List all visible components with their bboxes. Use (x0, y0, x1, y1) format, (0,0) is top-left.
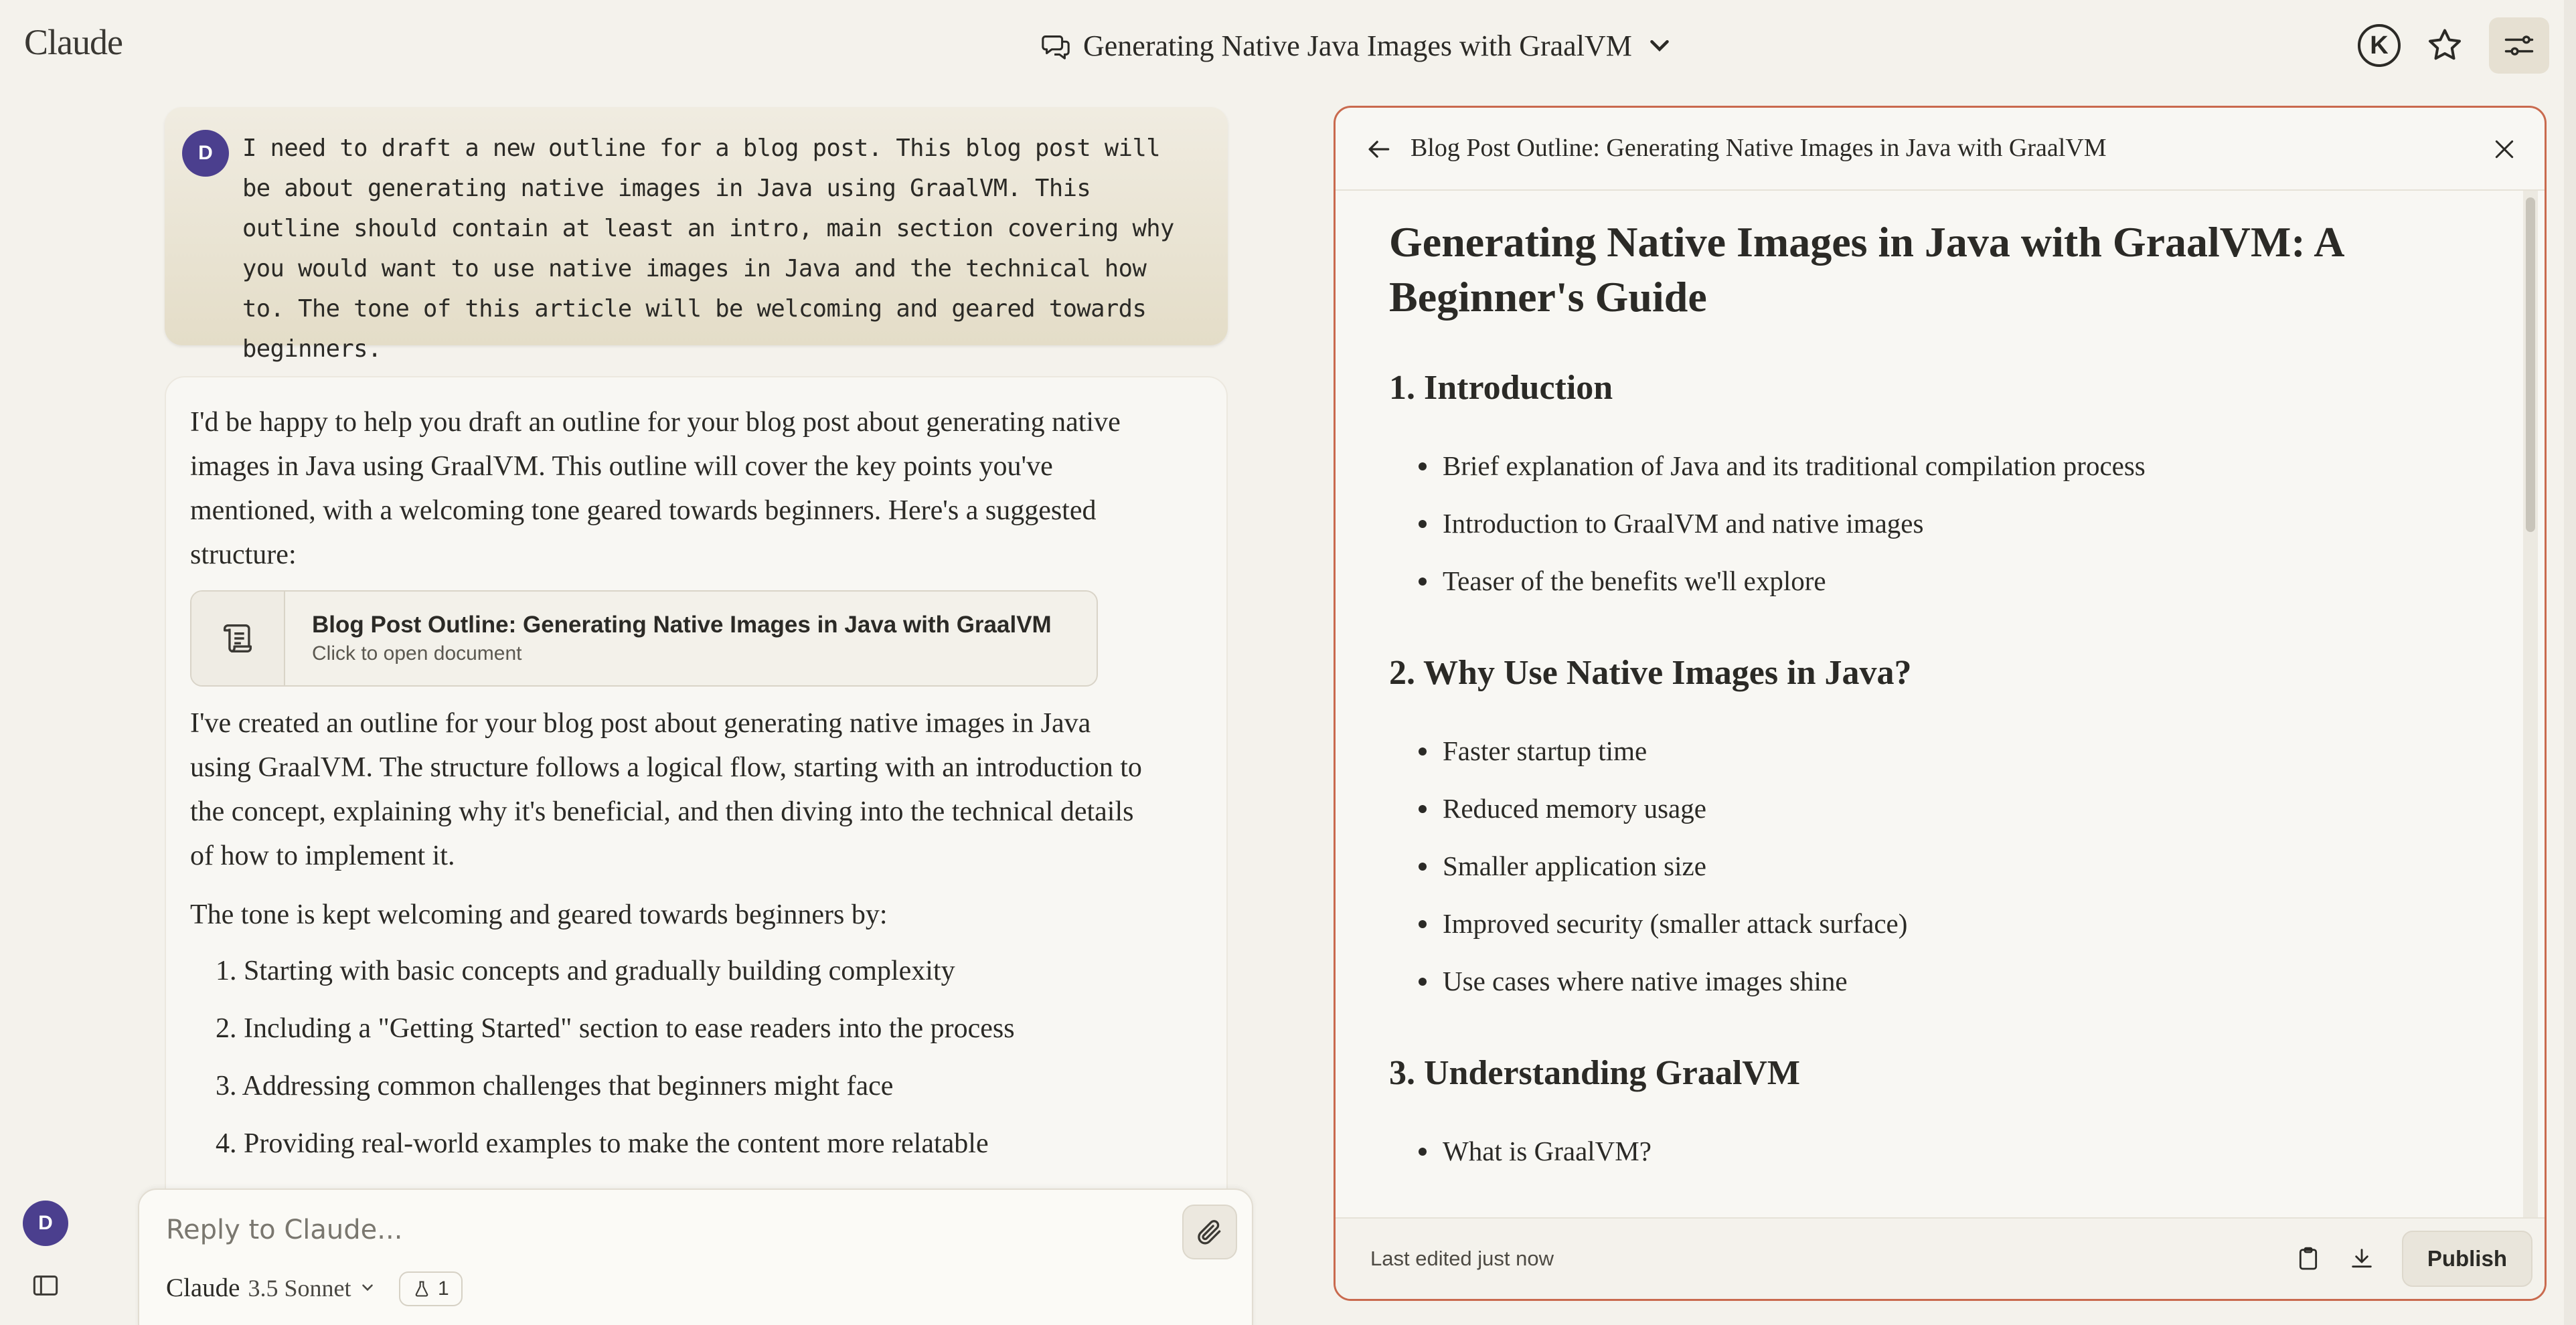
download-icon[interactable] (2348, 1245, 2375, 1272)
assistant-intro-text: I'd be happy to help you draft an outline for your blog post about generating native images in Java using GraalVM. This outline will cover the key points you've mentioned, with a welcoming tone geared towards beginners. Here's a suggested structure: (190, 407, 1121, 570)
tone-points-list (190, 942, 1202, 1172)
arrow-left-icon[interactable] (1364, 135, 1393, 164)
paperclip-icon (1195, 1217, 1224, 1247)
artifact-title: Blog Post Outline: Generating Native Images in Java with GraalVM (1411, 134, 2107, 162)
doc-card-subtitle: Click to open document (312, 642, 522, 665)
clipboard-icon[interactable] (2295, 1245, 2322, 1272)
reply-input[interactable] (166, 1210, 1103, 1250)
section-bullets (1389, 1122, 2471, 1180)
artifact-header (1336, 108, 2545, 191)
user-avatar: D (182, 130, 229, 177)
model-version: 3.5 Sonnet (248, 1275, 351, 1302)
list-item: Faster startup time (1389, 722, 2471, 780)
section-heading: 1. Introduction (1389, 369, 1613, 407)
sidebar-toggle-icon[interactable] (32, 1274, 59, 1297)
project-count: 1 (438, 1277, 449, 1300)
scroll-document-icon (218, 619, 257, 658)
assistant-tone-intro: The tone is kept welcoming and geared towards beginners by: (190, 899, 888, 930)
list-item: 4. Providing real-world examples to make the content more relatable (216, 1128, 989, 1159)
assistant-summary-text: I've created an outline for your blog post about generating native images in Java using GraalVM. The structure follows a logical flow, starting with an introduction to the concept, explaining why it's beneficial, and then diving into the technical details of how to implement it. (190, 708, 1142, 871)
list-item: Teaser of the benefits we'll explore (1389, 552, 2471, 610)
attach-button[interactable] (1182, 1205, 1237, 1259)
section-heading: 2. Why Use Native Images in Java? (1389, 654, 1912, 692)
model-name: Claude (166, 1273, 240, 1302)
last-edited-status: Last edited just now (1370, 1247, 1554, 1270)
list-item: Smaller application size (1389, 837, 2471, 895)
list-item: Reduced memory usage (1389, 780, 2471, 837)
list-item: 2. Including a "Getting Started" section to ease readers into the process (216, 1013, 1015, 1044)
sidebar-user-avatar[interactable]: D (23, 1201, 68, 1246)
artifact-content (1336, 191, 2524, 1221)
list-item: What is GraalVM? (1389, 1122, 2471, 1180)
profile-initial: K (2370, 31, 2389, 60)
list-item: 1. Starting with basic concepts and gradually building complexity (216, 956, 955, 986)
chat-title-dropdown[interactable] (1040, 24, 1675, 67)
user-message-text: I need to draft a new outline for a blog post. This blog post will be about generating native images in Java using GraalVM. This outline should contain at least an intro, main section covering why you would want to use native images in Java and the technical how to. The tone of this article will be welcoming and geared towards beginners. (242, 135, 1174, 363)
app-logo[interactable]: Claude (24, 22, 123, 62)
artifact-scrollbar[interactable] (2523, 191, 2538, 1221)
list-item: Brief explanation of Java and its traditional compilation process (1389, 437, 2471, 495)
user-message (165, 107, 1228, 363)
reply-composer (138, 1188, 1253, 1325)
chevron-down-icon (1644, 30, 1675, 61)
section-bullets (1389, 722, 2471, 1010)
window-edge-strip (2564, 0, 2576, 1325)
list-item: 3. Addressing common challenges that beginners might face (216, 1071, 894, 1101)
artifact-panel (1334, 106, 2547, 1301)
scrollbar-thumb[interactable] (2526, 197, 2535, 532)
footer-actions (2295, 1231, 2532, 1287)
artifact-footer (1336, 1217, 2545, 1299)
top-header (0, 0, 2576, 90)
doc-card-title: Blog Post Outline: Generating Native Images in Java with GraalVM (312, 612, 1052, 638)
header-actions (2358, 17, 2549, 74)
chat-title-text: Generating Native Java Images with GraalVM (1083, 29, 1632, 62)
artifact-document-card[interactable] (190, 590, 1098, 687)
assistant-message (165, 376, 1228, 1213)
chat-bubbles-icon (1040, 30, 1071, 61)
section-bullets (1389, 437, 2471, 610)
flask-icon (412, 1279, 431, 1298)
document-title: Generating Native Images in Java with GraalVM: A Beginner's Guide (1389, 218, 2342, 321)
doc-icon-box (191, 592, 285, 685)
list-item: Improved security (smaller attack surface) (1389, 895, 2471, 952)
project-knowledge-badge[interactable] (399, 1271, 463, 1306)
settings-button[interactable] (2489, 17, 2549, 74)
profile-k-icon[interactable] (2358, 24, 2401, 67)
sliders-icon (2502, 28, 2537, 63)
star-icon[interactable] (2425, 25, 2465, 66)
close-icon[interactable] (2491, 136, 2518, 163)
list-item: Use cases where native images shine (1389, 952, 2471, 1010)
model-selector[interactable] (166, 1273, 376, 1303)
doc-card-info (285, 592, 1078, 685)
section-heading: 3. Understanding GraalVM (1389, 1054, 1800, 1092)
list-item: Introduction to GraalVM and native images (1389, 495, 2471, 552)
publish-button[interactable]: Publish (2402, 1231, 2532, 1287)
chevron-down-icon (359, 1279, 376, 1296)
